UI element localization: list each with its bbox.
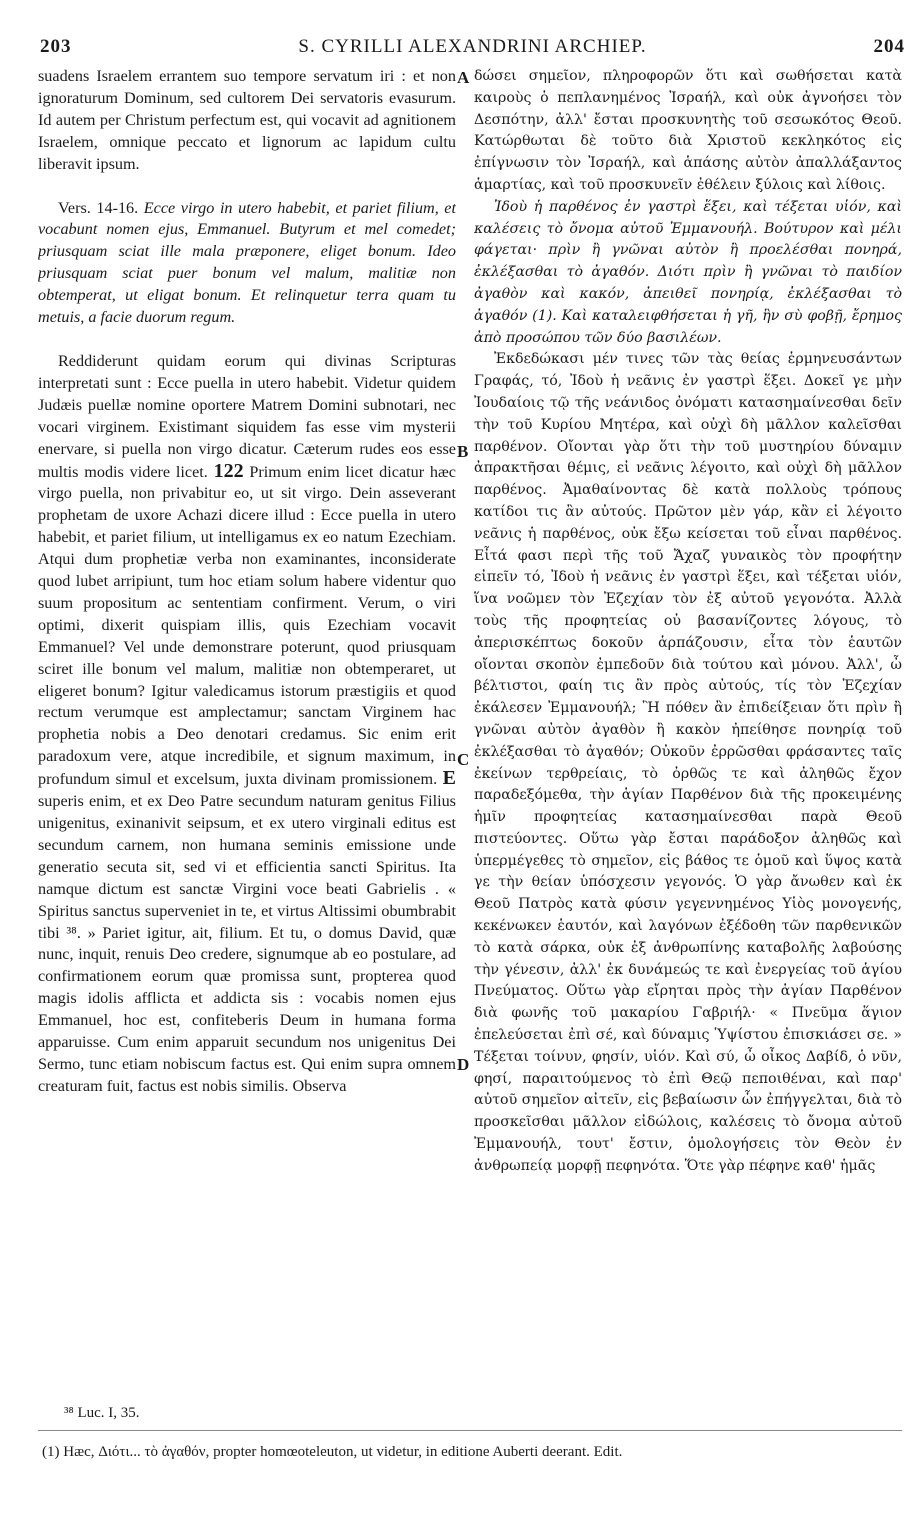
greek-verse: Ἰδοὺ ἡ παρθένος ἐν γαστρὶ ἕξει, καὶ τέξεται υἱόν, καὶ καλέσεις τὸ ὄνομα αὐτοῦ Ἐμμανουήλ. Βούτυρον καὶ μέλι φάγεται· πρὶν ἢ γνῶναι αὐτὸν ἢ προελέσθαι πονηρά, ἐκλέξασθαι τὸ ἀγαθόν. Διότι πρὶν ἢ γνῶναι τὸ παιδίον ἀγαθὸν καὶ κακόν, ἀπειθεῖ πονηρίᾳ, ἐκλέξασθαι τὸ ἀγαθόν (1). Καὶ καταλειφθήσεται ἡ γῆ, ἣν σὺ φοβῇ, ἔρημος ἀπὸ προσώπου τῶν δύο βασιλέων.	[474, 198, 902, 346]
latin-paragraph-2b: Primum enim licet dicatur hæc virgo puella, non privabitur eo, ut sit virgo. Dein asseverant prophetam de uxore Achazi dicere illud : Ecce puella in utero habebit, et pariet filium, ut intelligamus ex eo natum Ezechiam. Atqui dum prophetiæ verba non examinantes, inconsiderate quod lubet arripiunt, tum hoc etiam solum habere videntur quo suum propositum ac sententiam confirment. Verum, o viri optimi, dixerit quispiam illis, quis Ezechiam vocavit Emmanuel? Vel unde demonstrare poterunt, quod priusquam sciret ille bonum vel malum, malitiæ non obtemperaret, ut eligeret bonum? Igitur valedicamus istorum præstigiis et quod rectum verumque est amplectamur; sanctam Virginem hac prophetia nobis a Deo denotari credamus. Sic enim erit paradoxum vere, atque incredibile, et signum maximum, in profundum simul et excelsum, juxta divinam promissionem.	[38, 462, 456, 789]
greek-paragraph-1: δώσει σημεῖον, πληροφορῶν ὅτι καὶ σωθήσεται κατὰ καιροὺς ὁ πεπλανημένος Ἰσραήλ, καὶ οὐκ ἀγνοήσει τὸν Δεσπότην, ἀλλ' ἔσται προσκυνητὴς τοῦ σεσωκότος Θεοῦ. Κατώρθωται δὲ τοῦτο διὰ Χριστοῦ κεκληκότος εἰς ἐπίγνωσιν τὸν Ἰσραήλ, καὶ ἁπάσης αὐτὸν ἀπαλλάξαντος ἁμαρτίας, καὶ τοῦ προσκυνεῖν ἐθέλειν ξύλοις καὶ λίθοις.	[474, 68, 902, 193]
margin-letter-c: C	[457, 750, 470, 769]
latin-verse	[38, 198, 456, 329]
latin-column	[38, 66, 456, 1446]
footnote-scripture: ³⁸ Luc. I, 35.	[64, 1405, 140, 1421]
footnote-editor: (1) Hæc, Διότι... τὸ ἀγαθόν, propter homœoteleuton, ut videtur, in editione Auberti deerant. Edit.	[42, 1444, 623, 1460]
page-number-right: 204	[873, 36, 905, 57]
greek-column	[474, 66, 902, 1446]
running-title: S. CYRILLI ALEXANDRINI ARCHIEP.	[298, 36, 647, 57]
verse-label: Vers. 14-16.	[58, 198, 139, 217]
latin-paragraph-2a: Reddiderunt quidam eorum qui divinas Scripturas interpretati sunt : Ecce puella in utero habebit. Videtur quidem Judæis puellæ nomine oportere Matrem Domini subnotari, nec vocari virginem. Existimant siquidem fas esse vim mysterii enervare, si puella non virgo dicatur. Cæterum rudes eos esse multis modis videre licet.	[38, 351, 456, 481]
latin-paragraph-2	[38, 351, 456, 1098]
margin-letter-d: D	[457, 1055, 470, 1074]
page-number-left: 203	[40, 36, 72, 57]
latin-paragraph-2c: superis enim, et ex Deo Patre secundum naturam genitus Filius unigenitus, exinanivit seipsum, et ex utero virginali editus est secundum carnem, non humana seminis emissione unde generatio secuta sit, sed vi et efficientia sancti Spiritus. Ita namque dictum est sanctæ Virgini voce beati Gabrielis . « Spiritus sanctus superveniet in te, et virtus Altissimi obumbrabit tibi ³⁸. » Pariet igitur, ait, filium. Et tu, o domus David, quæ nunc, inquit, renuis Deo credere, signumque ab eo postulare, ad confirmationem eorum quæ promissa sunt, propterea quod magis idolis afflicta et addicta sis : vocabis nomen ejus Emmanuel, hoc est, confiteberis Deum in humana forma apparuisse. Cum enim apparuit secundum nos unigenitus Dei Sermo, tunc etiam nobiscum factus est. Qui enim supra omnem creaturam fuit, factus est nobis similis. Observa	[38, 792, 456, 1095]
page-header	[40, 36, 905, 64]
greek-paragraph-2: Ἐκδεδώκασι μέν τινες τῶν τὰς θείας ἑρμηνευσάντων Γραφάς, τό, Ἰδοὺ ἡ νεᾶνις ἐν γαστρὶ ἕξει. Δοκεῖ γε μὴν Ἰουδαίοις τῷ τῆς νεάνιδος ὀνόματι κατασημαίνεσθαι δεῖν τὴν τοῦ Κυρίου Μητέρα, καὶ οὐχὶ δὴ μᾶλλον καλεῖσθαι παρθένον. Οἴονται γὰρ ὅτι τὴν τοῦ μυστηρίου δύναμιν ἀπρακτῆσαι θέμις, εἰ νεᾶνις λέγοιτο, καὶ οὐχὶ δὴ μᾶλλον παρθένος. Ἀμαθαίνοντας δὲ κατὰ πολλοὺς τρόπους κατίδοι τις ἂν αὐτούς. Πρῶτον μὲν γάρ, κἂν εἰ λέγοιτο νεᾶνις ἡ παρθένος, οὐκ ἔξω κείσεται τοῦ εἶναι παρθένος. Εἶτά φασι περὶ τῆς τοῦ Ἄχαζ γυναικὸς τὸν προφήτην εἰπεῖν τό, Ἰδοὺ ἡ νεᾶνις ἐν γαστρὶ ἕξει, καὶ τέξεται υἱόν, ἵνα νοῶμεν τὸν Ἐζεχίαν τὸν ἐξ αὐτοῦ γεγονότα. Ἀλλὰ τοὺς τῆς προφητείας οὐ βασανίζοντες λόγους, τὸ ἀπερισκέπτως δοκοῦν ἁρπάζουσιν, εἶτα τὸν ἑαυτῶν οἴονται σκοπὸν ἐμπεδοῦν διὰ τούτου καὶ μόνου. Ἀλλ', ὦ βέλτιστοι, φαίη τις ἂν πρὸς αὐτούς, τίς τὸν Ἐζεχίαν ἐκάλεσεν Ἐμμανουήλ; Ἢ πόθεν ἂν ἐπιδείξειαν ὅτι πρὶν ἢ γνῶναι αὐτὸν ἀγαθὸν ἢ κακὸν ἠπείθησε πονηρίᾳ τοῦ ἐκλέξασθαι τὸ ἀγαθόν; Οὐκοῦν ἐρρῶσθαι φράσαντες ταῖς ἐκείνων τερθρείαις, τὸ ὀρθῶς τε καὶ ἀληθῶς ἔχον παραδεξόμεθα, τὴν ἁγίαν Παρθένον διὰ τῆς προκειμένης ἡμῖν προφητείας κατασημαίνεσθαι παρὰ Θεοῦ πιστεύοντες. Οὕτω γὰρ ἔσται παράδοξον ἀληθῶς καὶ ὑπερμέγεθες τὸ σημεῖον, εἰς βάθος τε ὁμοῦ καὶ ὕψος κατὰ γε τὴν θείαν ὑπόσχεσιν γεγονός. Ὁ γὰρ ἄνωθεν καὶ ἐκ Θεοῦ Πατρὸς κατὰ φύσιν γεγεννημένος Υἱὸς μονογενής, κεκένωκεν ἑαυτόν, καὶ λαγόνων ἐξέδοθη τῶν παρθενικῶν τὸ κατὰ σάρκα, οὐκ ἐξ ἀνθρωπίνης καταβολῆς λαβούσης τὴν γένεσιν, ἀλλ' ἐκ δυνάμεώς τε καὶ ἐνεργείας τοῦ ἁγίου Πνεύματος. Οὕτω γὰρ εἴρηται πρὸς τὴν ἁγίαν Παρθένον διὰ φωνῆς τοῦ μακαρίου Γαβριήλ· « Πνεῦμα ἅγιον ἐπελεύσεται ἐπὶ σέ, καὶ δύναμις Ὑψίστου ἐπισκιάσει σε. » Τέξεται τοίνυν, φησίν, υἱόν. Καὶ σύ, ὦ οἶκος Δαβίδ, ὁ νῦν, φησί, παραιτούμενος τὸ ἐπὶ Θεῷ πεποιθέναι, καὶ παρ' αὐτοῦ σημεῖον αἰτεῖν, εἰς βεβαίωσιν ὧν ἐπήγγελται, διὰ τὸ προσκεῖσθαι μᾶλλον εἰδώλοις, καλέσεις τὸ ὄνομα αὐτοῦ Ἐμμανουήλ, τουτ' ἔστιν, ὁμολογήσεις τὸν Θεὸν ἐν ἀνθρωπείᾳ μορφῇ πεφηνότα. Ὅτε γὰρ πέφηνε καθ' ἡμᾶς	[474, 351, 902, 1174]
drop-letter: E	[442, 767, 456, 790]
footnote-rule	[38, 1430, 902, 1431]
section-number: 122	[213, 459, 244, 482]
verse-text: Ecce virgo in utero habebit, et pariet filium, et vocabunt nomen ejus, Emmanuel. Butyrum et mel comedet; priusquam sciat ille mala præponere, eliget bonum. Ideo priusquam sciat puer bonum vel malum, malitiæ non obtemperat, ut eligat bonum. Et relinquetur terra quam tu metuis, a facie duorum regum.	[38, 198, 456, 327]
margin-letter-a: A	[457, 68, 470, 87]
margin-letter-b: B	[457, 442, 469, 461]
latin-paragraph-1: suadens Israelem errantem suo tempore servatum iri : et non ignoraturum Dominum, sed cultorem Dei servatoris evasurum. Id autem per Christum perfectum est, qui vocavit ad agnitionem Israelem, omnique peccato et lignorum ac lapidum cultu liberavit ipsum.	[38, 67, 456, 173]
